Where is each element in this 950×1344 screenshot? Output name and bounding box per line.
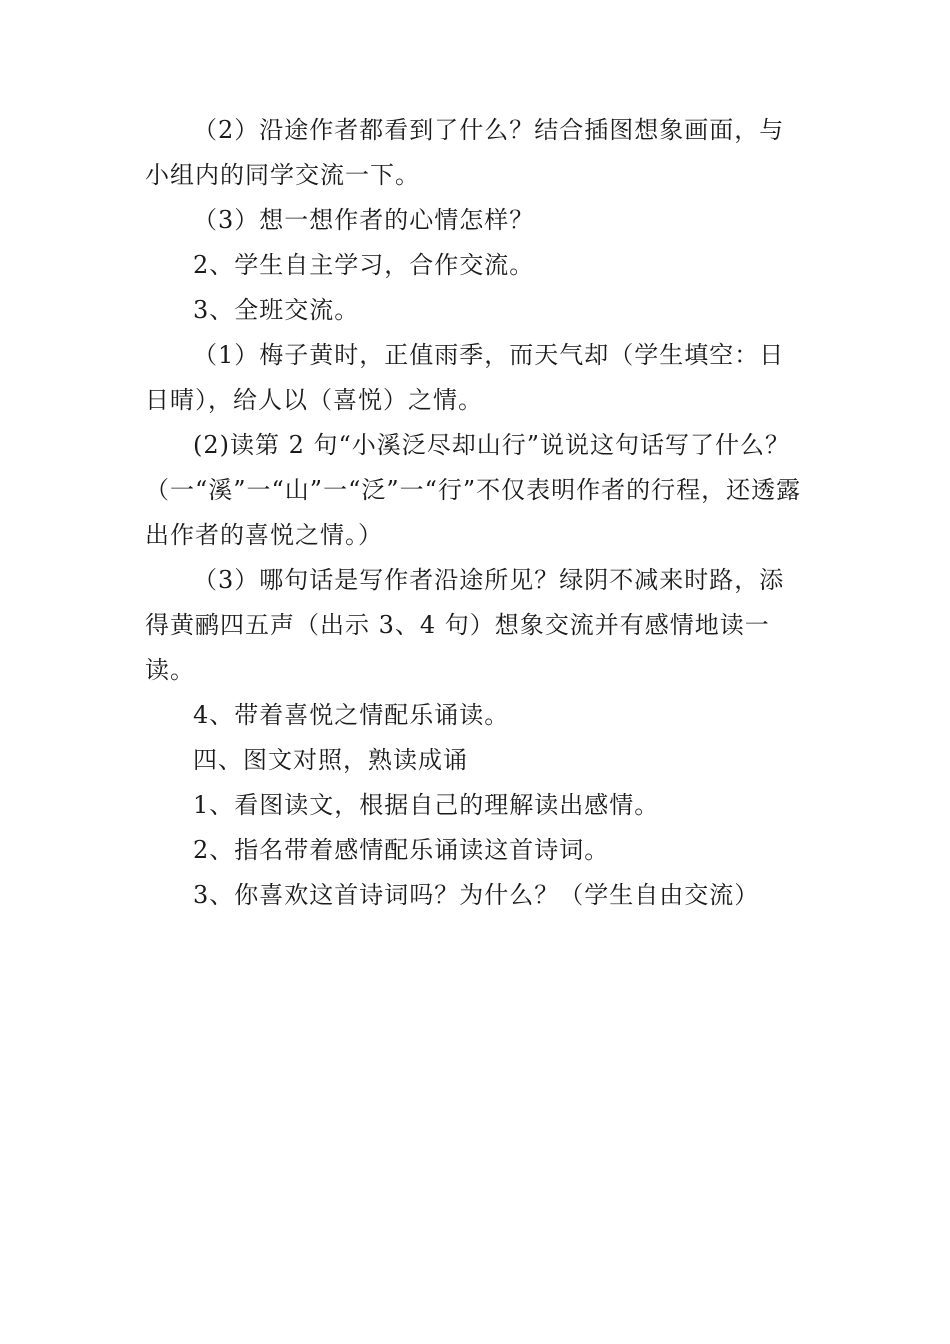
paragraph-line-three-four: （3）哪句话是写作者沿途所见？绿阴不减来时路，添得黄鹂四五声（出示 3、4 句）想象交流并有感情地读一读。 [145, 566, 785, 684]
paragraph-music-recital: 4、带着喜悦之情配乐诵读。 [193, 701, 510, 729]
document-body [145, 108, 805, 918]
paragraph-read-with-picture: 1、看图读文，根据自己的理解读出感情。 [193, 791, 660, 819]
paragraph-free-discussion: 3、你喜欢这首诗词吗？为什么？（学生自由交流） [193, 881, 760, 909]
paragraph-self-study: 2、学生自主学习，合作交流。 [193, 251, 535, 279]
paragraph-class-discussion: 3、全班交流。 [193, 296, 360, 324]
paragraph-observe-scenery: （2）沿途作者都看到了什么？结合插图想象画面，与小组内的同学交流一下。 [145, 116, 785, 189]
paragraph-line-two: (2)读第 2 句“小溪泛尽却山行”说说这句话写了什么？（一“溪”一“山”一“泛”一“行”不仅表明作者的行程，还透露出作者的喜悦之情。） [145, 431, 802, 549]
paragraph-author-mood: （3）想一想作者的心情怎样？ [193, 206, 535, 234]
paragraph-plum-season: （1）梅子黄时，正值雨季，而天气却（学生填空：日日晴），给人以（喜悦）之情。 [145, 341, 785, 414]
section-heading-memorize: 四、图文对照，熟读成诵 [193, 746, 468, 774]
paragraph-named-recital: 2、指名带着感情配乐诵读这首诗词。 [193, 836, 610, 864]
